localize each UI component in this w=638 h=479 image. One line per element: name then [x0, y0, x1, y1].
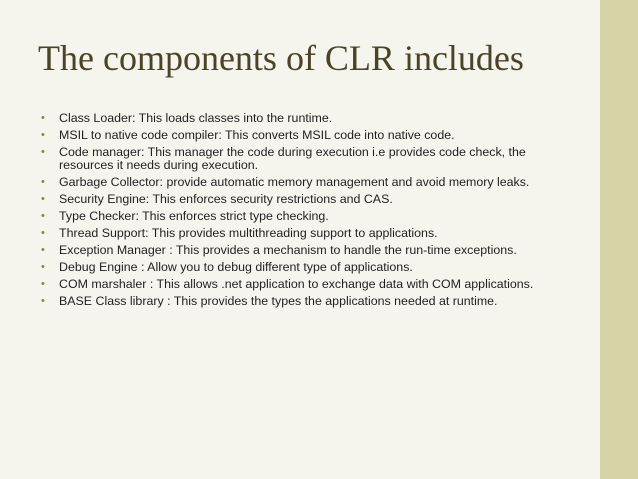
bullet-text: Code manager: This manager the code during execution i.e provides code check, the resources it needs during execution. — [59, 145, 526, 172]
bullet-item — [41, 227, 571, 240]
bullet-item — [41, 244, 571, 257]
bullet-text: Exception Manager : This provides a mechanism to handle the run-time exceptions. — [59, 243, 517, 257]
bullet-text: Security Engine: This enforces security restrictions and CAS. — [59, 192, 393, 206]
bullet-item — [41, 112, 571, 125]
bullet-item — [41, 129, 571, 142]
bullet-dot-icon: • — [41, 278, 45, 290]
bullet-dot-icon: • — [41, 227, 45, 239]
bullet-item — [41, 278, 571, 291]
bullet-text: Thread Support: This provides multithreading support to applications. — [59, 226, 438, 240]
bullet-item — [41, 146, 571, 172]
bullet-dot-icon: • — [41, 193, 45, 205]
bullet-item — [41, 193, 571, 206]
bullet-dot-icon: • — [41, 129, 45, 141]
bullet-text: BASE Class library : This provides the types the applications needed at runtime. — [59, 294, 498, 308]
bullet-dot-icon: • — [41, 210, 45, 222]
bullet-item — [41, 210, 571, 223]
bullet-dot-icon: • — [41, 295, 45, 307]
bullet-text: Type Checker: This enforces strict type checking. — [59, 209, 329, 223]
bullet-text: MSIL to native code compiler: This converts MSIL code into native code. — [59, 128, 455, 142]
bullet-dot-icon: • — [41, 146, 45, 158]
bullet-dot-icon: • — [41, 244, 45, 256]
bullet-text: COM marshaler : This allows .net application to exchange data with COM applications. — [59, 277, 534, 291]
bullet-text: Garbage Collector: provide automatic memory management and avoid memory leaks. — [59, 175, 530, 189]
accent-bar — [600, 0, 638, 479]
bullet-dot-icon: • — [41, 261, 45, 273]
bullet-item — [41, 176, 571, 189]
bullet-dot-icon: • — [41, 112, 45, 124]
bullet-text: Debug Engine : Allow you to debug different type of applications. — [59, 260, 413, 274]
bullet-text: Class Loader: This loads classes into the runtime. — [59, 111, 333, 125]
bullet-item — [41, 295, 571, 308]
slide-title: The components of CLR includes — [38, 38, 524, 78]
bullet-dot-icon: • — [41, 176, 45, 188]
bullet-list — [41, 112, 571, 312]
bullet-item — [41, 261, 571, 274]
